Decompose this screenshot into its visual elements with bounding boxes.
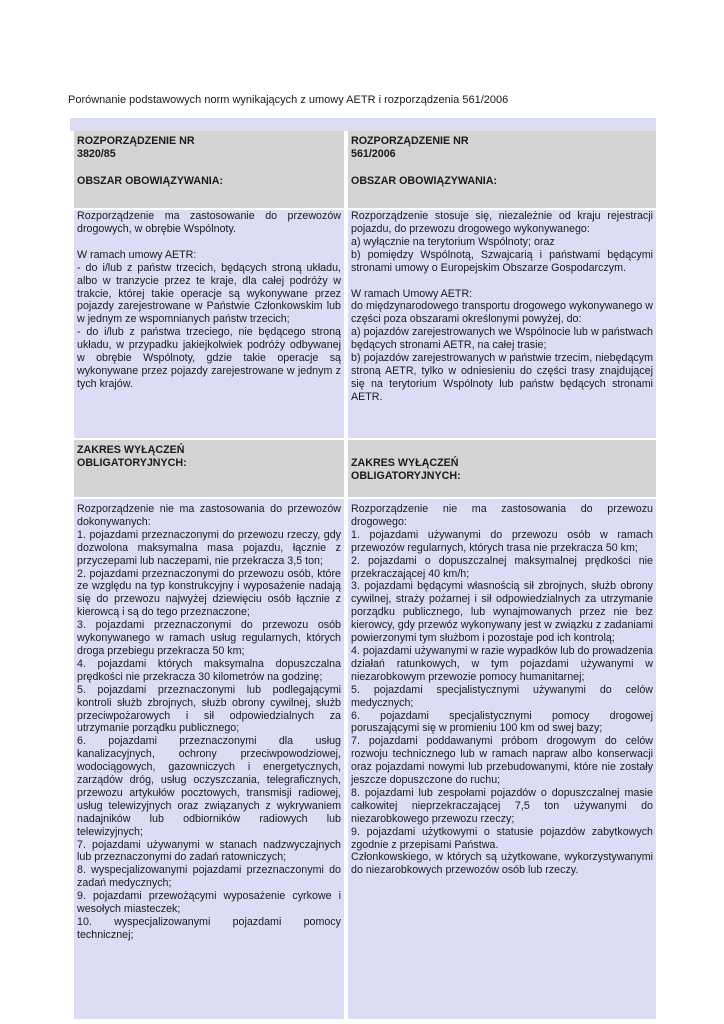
list-item: 2. pojazdami przeznaczonymi do przewozu osób, które ze względu na typ konstrukcyjny i wyposażenie nadają się do przewozu najwyżej dziewięciu osób łącznie z kierowcą i są do tego przeznaczone; (77, 567, 341, 619)
section1-right-header (348, 131, 656, 208)
right-regulation-number: 561/2006 (351, 147, 396, 160)
section1-left-body (74, 210, 344, 438)
right-exemptions-subheading: OBLIGATORYJNYCH: (351, 469, 461, 482)
paragraph: W ramach Umowy AETR: (351, 287, 473, 300)
left-exemptions-heading: ZAKRES WYŁĄCZEŃ (77, 444, 185, 456)
list-item: 7. pojazdami używanymi w stanach nadzwyczajnych lub przeznaczonymi do zadań ratowniczych; (77, 838, 341, 864)
section1-left-header (74, 131, 344, 208)
document-title: Porównanie podstawowych norm wynikających z umowy AETR i rozporządzenia 561/2006 (68, 94, 509, 106)
list-item: 6. pojazdami przeznaczonymi dla usług kanalizacyjnych, ochrony przeciwpowodziowej, wodociągowych, gazowniczych i energetycznych, zarządów dróg, usług oczyszczania, telegraficznych, przewozu artykułów pocztowych, transmisji radiowej, usług telewizyjnych oraz związanych z wykrywaniem nadajników lub odbiorników radiowych lub telewizyjnych; (77, 735, 341, 838)
paragraph: - do i/lub z państwa trzeciego, nie będącego stroną układu, w przypadku jakiejkolwiek podróży odbywanej w obrębie Wspólnoty, gdzie takie operacje są wykonywane przez pojazdy zarejestrowane w jednym z tych krajów. (77, 326, 341, 390)
section2-left-body (74, 499, 344, 1019)
left-scope-heading: OBSZAR OBOWIĄZYWANIA: (77, 174, 224, 187)
list-item: 3. pojazdami przeznaczonymi do przewozu osób wykonywanego w ramach usług regularnych, których droga przebiegu przekracza 50 km; (77, 619, 341, 657)
right-exemptions-heading: ZAKRES WYŁĄCZEŃ (351, 457, 459, 469)
list-item: 8. pojazdami lub zespołami pojazdów o dopuszczalnej masie całkowitej nieprzekraczającej 7,5 ton używanymi do niezarobkowego przewozu rzeczy; (351, 786, 653, 825)
list-item: 8. wyspecjalizowanymi pojazdami przeznaczonymi do zadań medycznych; (77, 864, 341, 890)
left-exemptions-subheading: OBLIGATORYJNYCH: (77, 456, 187, 469)
left-regulation-title: ROZPORZĄDZENIE NR (77, 135, 195, 147)
paragraph: b) pomiędzy Wspólnotą, Szwajcarią i państwami będącymi stronami umowy o Europejskim Obszarze Gospodarczym. (351, 248, 653, 274)
table-top-strip (70, 118, 656, 131)
section1-body-row (74, 210, 656, 438)
paragraph: a) pojazdów zarejestrowanych we Wspólnocie lub w państwach będących stronami AETR, na całej trasie; (351, 326, 653, 352)
paragraph: b) pojazdów zarejestrowanych w państwie trzecim, niebędącym stroną AETR, tylko w odniesieniu do części trasy znajdującej się na terytorium Wspólnoty lub państw będących stronami AETR. (351, 352, 653, 403)
list-item: 1. pojazdami używanymi do przewozu osób w ramach przewozów regularnych, których trasa nie przekracza 50 km; (351, 528, 653, 554)
section2-right-body (348, 499, 656, 1019)
list-item: 4. pojazdami używanymi w razie wypadków lub do prowadzenia działań ratunkowych, w tym pojazdami używanymi w niezarobkowym przewozie pomocy humanitarnej; (351, 644, 653, 683)
list-item: 9. pojazdami użytkowymi o statusie pojazdów zabytkowych zgodnie z przepisami Państwa. (351, 825, 653, 851)
left-regulation-number: 3820/85 (77, 147, 116, 160)
list-item: Członkowskiego, w których są użytkowane, wykorzystywanymi do niezarobkowych przewozów osób lub rzeczy. (351, 851, 653, 877)
paragraph: a) wyłącznie na terytorium Wspólnoty; oraz (351, 235, 555, 248)
paragraph: Rozporządzenie stosuje się, niezależnie od kraju rejestracji pojazdu, do przewozu drogowego wykonywanego: (351, 210, 653, 235)
list-item: 5. pojazdami przeznaczonymi lub podlegającymi kontroli służb zbrojnych, służb obrony cywilnej, służb przeciwpożarowych i sił odpowiedzialnych za utrzymanie porządku publicznego; (77, 683, 341, 735)
list-item: 4. pojazdami których maksymalna dopuszczalna prędkości nie przekracza 30 kilometrów na godzinę; (77, 657, 341, 683)
paragraph: W ramach umowy AETR: (77, 248, 197, 261)
right-scope-heading: OBSZAR OBOWIĄZYWANIA: (351, 174, 498, 187)
list-item: 10. wyspecjalizowanymi pojazdami pomocy technicznej; (77, 916, 341, 941)
list-item: 3. pojazdami będącymi własnością sił zbrojnych, służb obrony cywilnej, straży pożarnej i sił odpowiedzialnych za utrzymanie porządku publicznego, lub wynajmowanych przez nie bez kierowcy, gdy przewóz wykonywany jest w związku z zadaniami powierzonymi tym służbom i pozostaje pod ich kontrolą; (351, 580, 653, 645)
list-item: 6. pojazdami specjalistycznymi pomocy drogowej poruszającymi się w promieniu 100 km od swej bazy; (351, 709, 653, 735)
right-regulation-title: ROZPORZĄDZENIE NR (351, 135, 469, 147)
section2-header-row (74, 440, 656, 497)
section2-body-row (74, 499, 656, 1019)
list-item: 5. pojazdami specjalistycznymi używanymi do celów medycznych; (351, 683, 653, 709)
paragraph: Rozporządzenie ma zastosowanie do przewozów drogowych, w obrębie Wspólnoty. (77, 210, 341, 235)
section1-right-body (348, 210, 656, 438)
list-item: 1. pojazdami przeznaczonymi do przewozu rzeczy, gdy dozwolona maksymalna masa pojazdu, łącznie z przyczepami lub naczepami, nie przekracza 3,5 ton; (77, 528, 341, 567)
list-item: 9. pojazdami przewożącymi wyposażenie cyrkowe i wesołych miasteczek; (77, 890, 341, 916)
paragraph: - do i/lub z państw trzecich, będących stroną układu, albo w tranzycie przez te kraje, dla całej podróży w trakcie, której takie operacje są wykonywane przez pojazdy zarejestrowane w Państwie Członkowskim lub w jednym ze wspomnianych państw trzecich; (77, 261, 341, 326)
section1-header-row (74, 131, 656, 208)
paragraph: Rozporządzenie nie ma zastosowania do przewozów dokonywanych: (77, 503, 341, 528)
list-item: 7. pojazdami poddawanymi próbom drogowym do celów rozwoju technicznego lub w ramach napraw albo konserwacji oraz pojazdami nowymi lub przebudowanymi, które nie zostały jeszcze dopuszczone do ruchu; (351, 735, 653, 787)
list-item: 2. pojazdami o dopuszczalnej maksymalnej prędkości nie przekraczającej 40 km/h; (351, 554, 653, 580)
paragraph: Rozporządzenie nie ma zastosowania do przewozu drogowego: (351, 503, 653, 528)
section2-left-header (74, 440, 344, 497)
section2-right-header (348, 440, 656, 497)
paragraph: do międzynarodowego transportu drogowego wykonywanego w części poza obszarami określonymi powyżej, do: (351, 300, 653, 326)
